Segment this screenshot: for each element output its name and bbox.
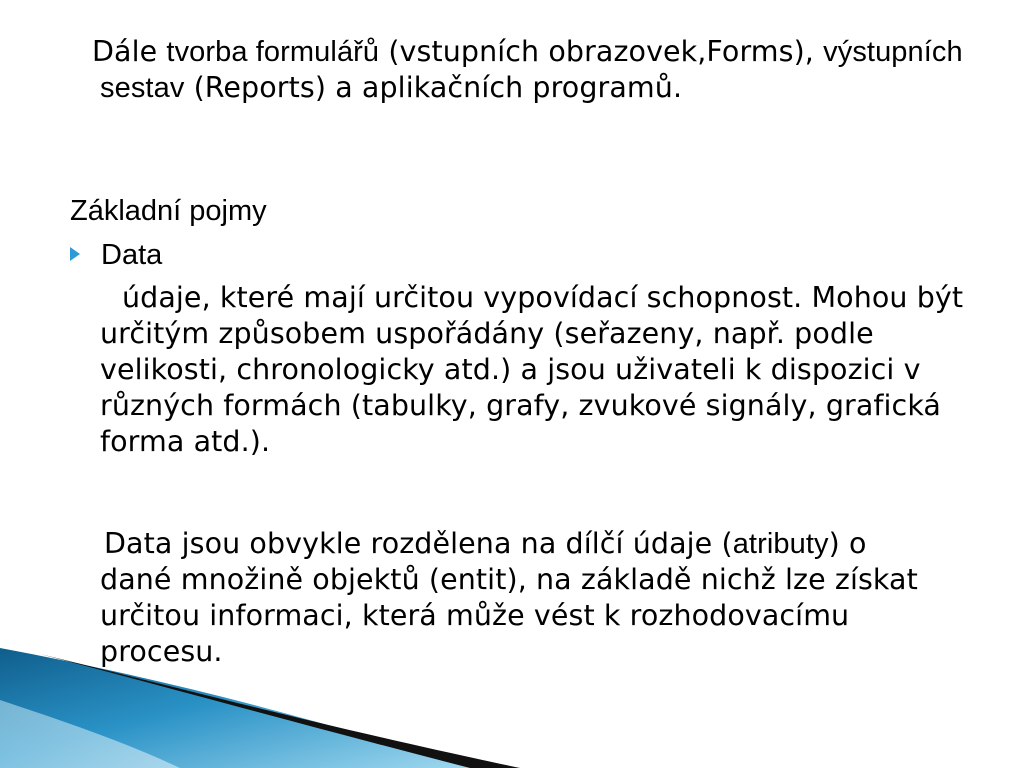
- intro-post: (Reports) a aplikačních programů.: [184, 71, 683, 104]
- bullet-label: Data: [101, 239, 163, 271]
- intro-highlight-reports: výstupních sestav: [100, 36, 963, 104]
- decorative-swoosh: [0, 640, 520, 768]
- bullet-arrow-icon: [70, 247, 80, 261]
- intro-highlight-forms: tvorba formulářů: [166, 36, 380, 68]
- data-definition-paragraph: údaje, které mají určitou vypovídací schopnost. Mohou být určitým způsobem uspořádány (seřazeny, např. podle velikosti, chronologicky atd.) a jsou uživateli k dispozici v různých formách (tabulky, grafy, zvukové signály, grafická forma atd.).: [100, 281, 964, 458]
- intro-mid: (vstupních obrazovek,Forms),: [379, 35, 824, 68]
- intro-paragraph: [92, 34, 980, 106]
- para2-pre: Data jsou obvykle rozdělena na dílčí údaje (: [104, 527, 733, 560]
- section-heading: Základní pojmy: [70, 195, 267, 227]
- intro-pre: Dále: [92, 35, 167, 68]
- para2-post: ) o dané množině objektů (entit), na základě nichž lze získat určitou informaci, která může vést k rozhodovacímu procesu.: [100, 527, 918, 668]
- para2-highlight-attributes: atributy: [732, 528, 829, 560]
